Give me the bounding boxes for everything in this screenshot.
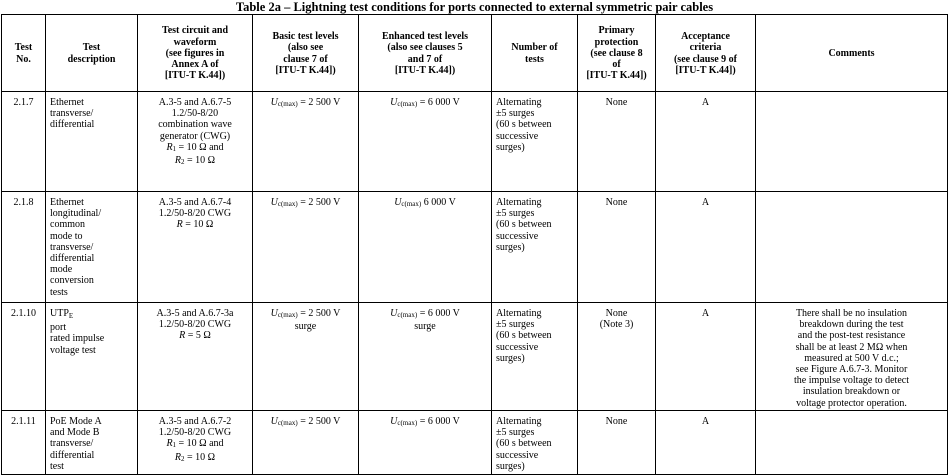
header-text-line: Enhanced test levels: [381, 31, 469, 43]
description-line: port: [50, 322, 67, 334]
cell-comments: [756, 303, 948, 411]
description-line: Ethernet: [50, 197, 84, 208]
description-line: $UTP_E$: [50, 308, 74, 320]
cell-primary-protection: [578, 192, 656, 303]
cell-test-no: 2.1.8: [2, 192, 46, 303]
header-text-line: [ITU-T K.44]): [164, 70, 226, 82]
cell-test-description: [46, 303, 138, 411]
cell-enhanced-level: [359, 92, 492, 192]
header-row: [2, 15, 948, 92]
header-text-line: Comments: [828, 47, 875, 59]
circuit-line: A.3-5 and A.6.7-3a: [156, 308, 234, 319]
lightning-test-table: [1, 14, 948, 475]
number-of-tests-line: surges): [496, 352, 525, 364]
resistance-line: R = 5 Ω: [179, 330, 211, 342]
cell-test-description: [46, 411, 138, 475]
table-title: Table 2a – Lightning test conditions for ports connected to external symmetric pair cables: [235, 0, 714, 14]
header-text-line: [ITU-T K.44]): [586, 70, 647, 82]
uc-max-symbol: Uc(max): [270, 197, 298, 208]
cell-primary-protection: [578, 303, 656, 411]
number-of-tests-line: successive: [496, 449, 539, 461]
cell-acceptance-criteria: A: [656, 411, 756, 475]
basic-level-value: = 2 500 V: [297, 97, 341, 108]
number-of-tests-line: Alternating: [496, 197, 542, 208]
number-of-tests-line: successive: [496, 130, 539, 142]
cell-number-of-tests: [492, 411, 578, 475]
header-text-line: Basic test levels: [272, 31, 339, 43]
header-acceptance-criteria: [656, 15, 756, 92]
primary-protection-line: None: [605, 197, 628, 208]
circuit-line: 1.2/50-8/20: [171, 108, 219, 120]
description-line: differential: [50, 449, 95, 461]
number-of-tests-line: successive: [496, 341, 539, 353]
header-text-line: [ITU-T K.44]): [275, 64, 336, 76]
cell-test-description: [46, 92, 138, 192]
primary-protection-line: None: [605, 308, 628, 319]
header-text-line: clause 7 of: [283, 53, 328, 65]
description-line: differential: [50, 253, 95, 265]
comment-line: see Figure A.6.7-3. Monitor: [795, 364, 908, 376]
circuit-line: 1.2/50-8/20 CWG: [158, 208, 232, 220]
number-of-tests-line: surges): [496, 141, 525, 153]
header-text-line: of: [612, 59, 621, 71]
number-of-tests-line: surges): [496, 241, 525, 253]
cell-test-circuit: [138, 92, 253, 192]
cell-basic-level: [253, 192, 359, 303]
comment-line: breakdown during the test: [799, 319, 904, 331]
number-of-tests-line: (60 s between: [496, 119, 552, 131]
circuit-line: A.3-5 and A.6.7-4: [158, 197, 232, 208]
circuit-line: A.3-5 and A.6.7-2: [158, 416, 232, 427]
cell-acceptance-criteria: A: [656, 92, 756, 192]
number-of-tests-line: Alternating: [496, 97, 542, 108]
header-text-line: Acceptance: [681, 31, 730, 43]
uc-max-symbol: Uc(max): [390, 308, 418, 319]
header-text-line: Test: [14, 42, 33, 54]
cell-number-of-tests: [492, 303, 578, 411]
enhanced-level-extra: surge: [414, 321, 436, 333]
header-number-of-tests: [492, 15, 578, 92]
comment-line: the impulse voltage to detect: [794, 375, 909, 387]
header-text-line: [ITU-T K.44]): [394, 64, 456, 76]
header-text-line: Annex A of: [171, 59, 219, 71]
cell-test-no: 2.1.10: [2, 303, 46, 411]
cell-acceptance-criteria: A: [656, 192, 756, 303]
number-of-tests-line: successive: [496, 230, 539, 242]
comment-line: voltage protector operation.: [796, 397, 907, 409]
description-line: common: [50, 219, 85, 231]
primary-protection-line: None: [605, 97, 628, 108]
basic-level-extra: surge: [294, 321, 317, 333]
header-enhanced-levels: [359, 15, 492, 92]
number-of-tests-line: (60 s between: [496, 219, 552, 231]
number-of-tests-line: surges): [496, 460, 525, 472]
comment-line: and the post-test resistance: [797, 330, 906, 342]
comment-line: shall be at least 2 MΩ when: [795, 341, 908, 353]
cell-comments: [756, 92, 948, 192]
table-row: [2, 411, 948, 475]
primary-protection-line: (Note 3): [599, 319, 634, 331]
resistance-line: R1 = 10 Ω and: [166, 438, 224, 450]
cell-test-circuit: [138, 192, 253, 303]
number-of-tests-line: ±5 surges: [496, 319, 535, 331]
cell-test-no: 2.1.7: [2, 92, 46, 192]
uc-max-symbol: Uc(max): [270, 308, 298, 319]
header-test-circuit: [138, 15, 253, 92]
resistance-line: R2 = 10 Ω: [174, 451, 216, 463]
description-line: conversion: [50, 275, 94, 287]
table-row: [2, 303, 948, 411]
description-line: transverse/: [50, 108, 94, 120]
circuit-line: 1.2/50-8/20 CWG: [158, 427, 232, 439]
cell-comments: [756, 411, 948, 475]
resistance-line: R1 = 10 Ω and: [166, 141, 224, 153]
header-text-line: Number of: [511, 42, 558, 54]
comment-line: There shall be no insulation: [795, 308, 908, 319]
cell-test-circuit: [138, 303, 253, 411]
description-line: Ethernet: [50, 97, 84, 108]
cell-basic-level: [253, 303, 359, 411]
cell-basic-level: [253, 92, 359, 192]
cell-test-no: 2.1.11: [2, 411, 46, 475]
table-row: [2, 92, 948, 192]
comment-line: measured at 500 V d.c.;: [804, 352, 899, 364]
description-line: voltage test: [50, 344, 96, 356]
header-text-line: protection: [594, 36, 639, 48]
description-line: rated impulse: [50, 333, 105, 345]
cell-test-circuit: [138, 411, 253, 475]
description-line: test: [50, 460, 64, 472]
header-text-line: (see clause 8: [590, 47, 643, 59]
header-text-line: description: [67, 53, 116, 65]
number-of-tests-line: ±5 surges: [496, 108, 535, 120]
enhanced-level-value: 6 000 V: [421, 197, 456, 208]
description-line: longitudinal/: [50, 208, 102, 220]
header-text-line: (see clause 9 of: [673, 53, 738, 65]
uc-max-symbol: Uc(max): [390, 416, 418, 427]
number-of-tests-line: ±5 surges: [496, 208, 535, 220]
header-text-line: Test: [82, 42, 101, 54]
header-test-description: [46, 15, 138, 92]
circuit-line: generator (CWG): [159, 130, 231, 142]
header-test-no: [2, 15, 46, 92]
cell-enhanced-level: [359, 303, 492, 411]
enhanced-level-value: = 6 000 V: [417, 416, 460, 427]
header-text-line: (see figures in: [165, 47, 225, 59]
number-of-tests-line: (60 s between: [496, 438, 552, 450]
number-of-tests-line: Alternating: [496, 416, 542, 427]
header-text-line: Primary: [598, 25, 635, 37]
circuit-line: A.3-5 and A.6.7-5: [158, 97, 232, 108]
description-line: mode: [50, 264, 73, 276]
description-line: PoE Mode A: [50, 416, 102, 427]
basic-level-value: = 2 500 V: [297, 308, 341, 319]
primary-protection-line: None: [605, 416, 628, 427]
description-line: transverse/: [50, 438, 94, 450]
description-line: differential: [50, 119, 95, 131]
cell-primary-protection: [578, 92, 656, 192]
enhanced-level-value: = 6 000 V: [417, 97, 460, 108]
description-line: mode to: [50, 230, 83, 242]
resistance-line: R2 = 10 Ω: [174, 155, 216, 167]
resistance-line: R = 10 Ω: [176, 219, 214, 231]
description-line: and Mode B: [50, 427, 100, 439]
cell-primary-protection: [578, 411, 656, 475]
header-text-line: [ITU-T K.44]): [675, 64, 736, 76]
circuit-line: combination wave: [158, 119, 232, 131]
cell-test-description: [46, 192, 138, 303]
uc-max-symbol: Uc(max): [390, 97, 418, 108]
cell-number-of-tests: [492, 192, 578, 303]
comment-line: insulation breakdown or: [802, 386, 901, 398]
cell-basic-level: [253, 411, 359, 475]
uc-max-symbol: Uc(max): [270, 97, 298, 108]
cell-comments: [756, 192, 948, 303]
cell-enhanced-level: [359, 192, 492, 303]
table-row: [2, 192, 948, 303]
cell-acceptance-criteria: A: [656, 303, 756, 411]
basic-level-value: = 2 500 V: [297, 416, 341, 427]
description-line: tests: [50, 286, 68, 298]
header-primary-protection: [578, 15, 656, 92]
uc-max-symbol: Uc(max): [270, 416, 298, 427]
header-text-line: and 7 of: [407, 53, 443, 65]
header-text-line: criteria: [689, 42, 722, 54]
header-text-line: (also see: [287, 42, 324, 54]
header-text-line: Test circuit and: [161, 25, 229, 37]
header-text-line: (also see clauses 5: [387, 42, 463, 54]
basic-level-value: = 2 500 V: [297, 197, 341, 208]
cell-enhanced-level: [359, 411, 492, 475]
enhanced-level-value: = 6 000 V: [417, 308, 460, 319]
description-line: transverse/: [50, 241, 94, 253]
header-text-line: tests: [525, 53, 544, 65]
header-comments: [756, 15, 948, 92]
uc-max-symbol: Uc(max): [394, 197, 422, 208]
header-text-line: No.: [16, 53, 31, 65]
number-of-tests-line: Alternating: [496, 308, 542, 319]
cell-number-of-tests: [492, 92, 578, 192]
number-of-tests-line: ±5 surges: [496, 427, 535, 439]
circuit-line: 1.2/50-8/20 CWG: [158, 319, 232, 331]
header-text-line: waveform: [173, 36, 217, 48]
number-of-tests-line: (60 s between: [496, 330, 552, 342]
header-basic-levels: [253, 15, 359, 92]
